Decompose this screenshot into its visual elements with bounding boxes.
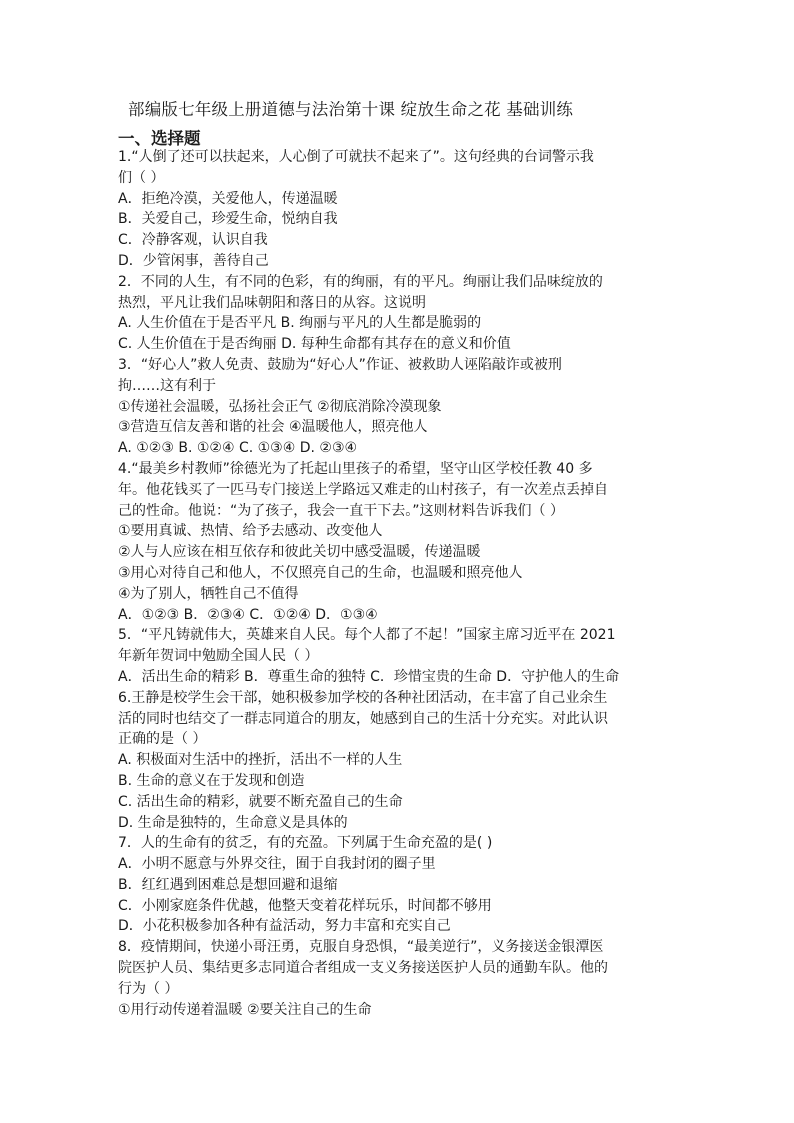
text-line: 3．“好心人”救人免责、鼓励为“好心人”作证、被救助人诬陷敲诈或被刑 bbox=[118, 356, 562, 373]
text-line: ①用行动传递着温暖 ②要关注自己的生命 bbox=[118, 1001, 372, 1018]
text-line: 年。他花钱买了一匹马专门接送上学路远又难走的山村孩子，有一次差点丢掉自 bbox=[118, 481, 608, 498]
text-line: 2．不同的人生，有不同的色彩，有的绚丽，有的平凡。绚丽让我们品味绽放的 bbox=[118, 273, 603, 290]
text-line: 院医护人员、集结更多志同道合者组成一支义务接送医护人员的通勤车队。他的 bbox=[118, 960, 608, 977]
text-line: ③营造互信友善和谐的社会 ④温暖他人，照亮他人 bbox=[118, 419, 428, 436]
text-line: ④为了别人，牺牲自己不值得 bbox=[118, 585, 299, 602]
text-line: A. 积极面对生活中的挫折，活出不一样的人生 bbox=[118, 752, 403, 769]
text-line: 拘……这有利于 bbox=[118, 377, 216, 394]
text-line: 8．疫情期间，快递小哥汪勇，克服自身恐惧，“最美逆行”，义务接送金银潭医 bbox=[118, 939, 604, 956]
text-line: C．小刚家庭条件优越，他整天变着花样玩乐，时间都不够用 bbox=[118, 897, 492, 914]
text-line: 活的同时也结交了一群志同道合的朋友，她感到自己的生活十分充实。对此认识 bbox=[118, 710, 608, 727]
text-line: A．小明不愿意与外界交往，囿于自我封闭的圈子里 bbox=[118, 856, 436, 873]
text-line: 4.“最美乡村教师”徐德光为了托起山里孩子的希望，坚守山区学校任教 40 多 bbox=[118, 460, 593, 477]
text-line: D．少管闲事，善待自己 bbox=[118, 252, 269, 269]
text-line: ①传递社会温暖，弘扬社会正气 ②彻底消除冷漠现象 bbox=[118, 398, 442, 415]
text-line: 年新年贺词中勉励全国人民（ ） bbox=[118, 648, 319, 665]
text-line: 们（ ） bbox=[118, 169, 165, 186]
text-line: A．①②③ B．②③④ C．①②④ D．①③④ bbox=[118, 606, 378, 623]
document-title: 部编版七年级上册道德与法治第十课 绽放生命之花 基础训练 bbox=[128, 100, 574, 119]
text-line: A．活出生命的精彩 B．尊重生命的独特 C．珍惜宝贵的生命 D．守护他人的生命 bbox=[118, 668, 620, 685]
question-content bbox=[118, 147, 680, 1020]
text-line: ③用心对待自己和他人，不仅照亮自己的生命，也温暖和照亮他人 bbox=[118, 564, 523, 581]
text-line: A．拒绝冷漠，关爱他人，传递温暖 bbox=[118, 190, 338, 207]
text-line: 1.“人倒了还可以扶起来，人心倒了可就扶不起来了”。这句经典的台词警示我 bbox=[118, 149, 594, 165]
text-line: 5．“平凡铸就伟大，英雄来自人民。每个人都了不起！”国家主席习近平在 2021 bbox=[118, 627, 616, 644]
text-line: D. 生命是独特的，生命意义是具体的 bbox=[118, 814, 348, 831]
text-line: 6.王静是校学生会干部，她积极参加学校的各种社团活动，在丰富了自己业余生 bbox=[118, 689, 608, 706]
text-line: C．冷静客观，认识自我 bbox=[118, 232, 268, 249]
text-line: A. ①②③ B. ①②④ C. ①③④ D. ②③④ bbox=[118, 440, 358, 457]
text-line: 正确的是（ ） bbox=[118, 731, 207, 748]
text-line: ①要用真诚、热情、给予去感动、改变他人 bbox=[118, 523, 383, 540]
text-line: A. 人生价值在于是否平凡 B. 绚丽与平凡的人生都是脆弱的 bbox=[118, 315, 482, 332]
text-line: 7．人的生命有的贫乏，有的充盈。下列属于生命充盈的是( ) bbox=[118, 835, 493, 852]
text-line: B. 生命的意义在于发现和创造 bbox=[118, 772, 305, 789]
section-heading: 一、选择题 bbox=[118, 129, 201, 148]
text-line: C. 活出生命的精彩，就要不断充盈自己的生命 bbox=[118, 793, 403, 810]
text-line: B．关爱自己，珍爱生命，悦纳自我 bbox=[118, 211, 338, 228]
text-line: 热烈，平凡让我们品味朝阳和落日的从容。这说明 bbox=[118, 294, 426, 311]
text-line: B．红红遇到困难总是想回避和退缩 bbox=[118, 876, 338, 893]
text-line: ②人与人应该在相互依存和彼此关切中感受温暖，传递温暖 bbox=[118, 544, 481, 561]
text-line: 行为（ ） bbox=[118, 980, 179, 997]
text-line: D．小花积极参加各种有益活动，努力丰富和充实自己 bbox=[118, 918, 451, 935]
text-line: 己的性命。他说：“为了孩子，我会一直干下去。”这则材料告诉我们（ ） bbox=[118, 502, 564, 519]
text-line: C. 人生价值在于是否绚丽 D. 每种生命都有其存在的意义和价值 bbox=[118, 336, 511, 353]
